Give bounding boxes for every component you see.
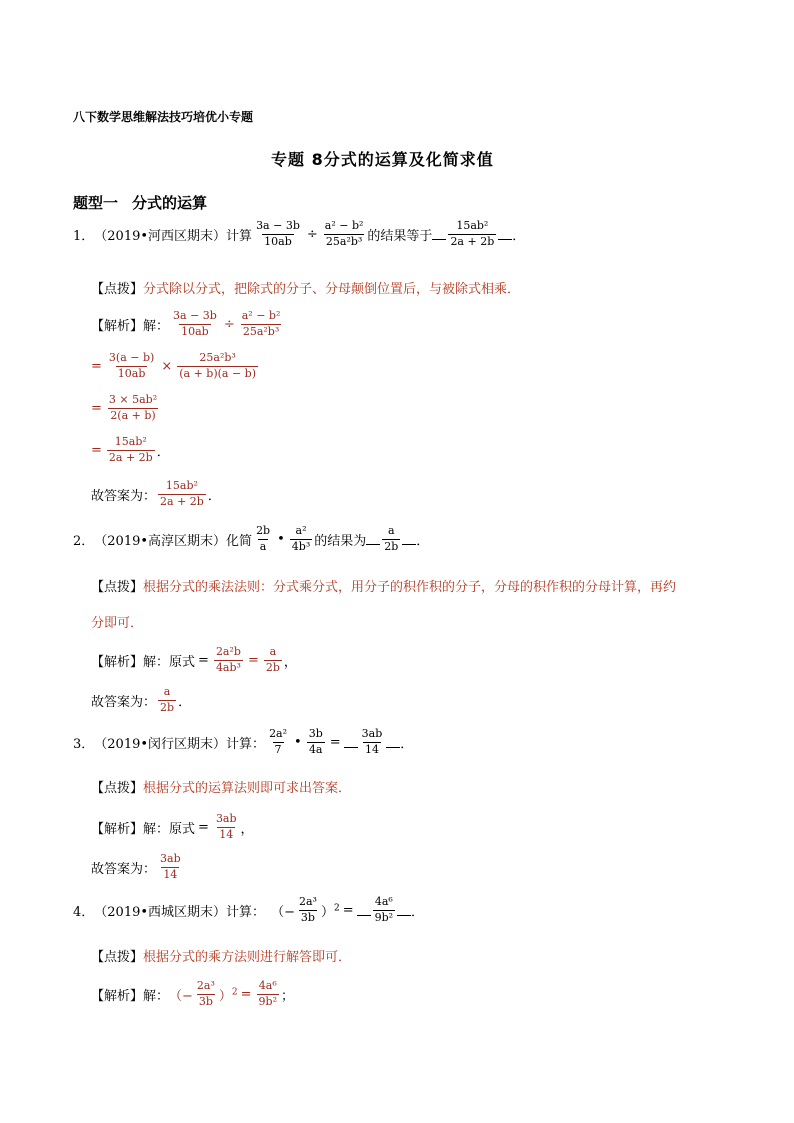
fraction: $\frac{\text{a² − b²}}{\text{25a²b³}}$ bbox=[241, 309, 281, 338]
fraction: $\frac{\text{a² − b²}}{\text{25a²b³}}$ bbox=[324, 219, 364, 248]
analysis-4: 【解析】解： （− $\frac{\text{2a³}}{3b}$ ）$^2$ = $\frac{\text{4a⁶}}{\text{9b²}}$ ； bbox=[91, 979, 295, 1008]
question-source: （2019•闵行区期末） bbox=[94, 736, 227, 752]
fraction: $\frac{3a - 3b}{10ab}$ bbox=[256, 219, 300, 248]
question-source: （2019•西城区期末） bbox=[94, 904, 227, 920]
hint-text: 根据分式的乘法法则：分式乘分式，用分子的积作积的分子，分母的积作积的分母计算，再约 bbox=[143, 580, 677, 595]
result-text: 的结果等于 bbox=[367, 228, 433, 244]
question-verb: 化简 bbox=[226, 533, 253, 549]
section-title: 分式的运算 bbox=[132, 194, 208, 212]
answer-label: 故答案为： bbox=[91, 488, 157, 504]
question-number: 1． bbox=[73, 228, 95, 244]
hint-3 bbox=[91, 777, 351, 796]
hint-1 bbox=[91, 278, 520, 297]
hint-text: 根据分式的运算法则即可求出答案． bbox=[143, 781, 352, 796]
analysis-label: 【解析】解： bbox=[91, 821, 170, 837]
question-2: 2． （2019•高淳区期末） 化简 $\frac{2b}{a}$ • $\frac{\text{a²}}{\text{4b³}}$ 的结果为 $\frac{a}{2b}$ ． bbox=[73, 524, 430, 553]
hint-2-cont: 分即可． bbox=[91, 616, 144, 631]
hint-label: 【点拨】 bbox=[91, 580, 144, 595]
question-1: 1． （2019•河西区期末） 计算 $\frac{3a - 3b}{10ab}$ ÷ $\frac{\text{a² − b²}}{\text{25a²b³}}$ 的结果等于 $\frac{\text{15ab²}}{2a + 2b}$ ． bbox=[73, 219, 526, 248]
step-1-2: = $\frac{3(a - b)}{10ab}$ × $\frac{\text{25a²b³}}{(a + b)(a - b)}$ bbox=[91, 351, 257, 380]
question-number: 3． bbox=[73, 736, 95, 752]
divide-sign: ÷ bbox=[306, 226, 318, 242]
page-title: 专题 8分式的运算及化简求值 bbox=[271, 150, 494, 169]
hint-label: 【点拨】 bbox=[91, 781, 144, 796]
answer-blank: $\frac{3ab}{14}$ bbox=[344, 728, 401, 756]
answer-2: 故答案为： $\frac{a}{2b}$ ． bbox=[91, 685, 192, 714]
question-number: 4． bbox=[73, 904, 95, 920]
hint-2 bbox=[91, 576, 676, 595]
question-number: 2． bbox=[73, 533, 95, 549]
question-verb: 计算： bbox=[226, 904, 266, 920]
answer-label: 故答案为： bbox=[91, 861, 157, 877]
answer-blank: $\frac{\text{15ab²}}{2a + 2b}$ bbox=[432, 220, 512, 248]
analysis-1: 【解析】解： $\frac{3a - 3b}{10ab}$ ÷ $\frac{\text{a² − b²}}{\text{25a²b³}}$ bbox=[91, 309, 281, 338]
analysis-2: 【解析】解： 原式 = $\frac{\text{2a²b}}{\text{4ab³}}$ = $\frac{a}{2b}$ ， bbox=[91, 645, 297, 674]
hint-text: 分式除以分式，把除式的分子、分母颠倒位置后，与被除式相乘． bbox=[143, 282, 521, 297]
question-3: 3． （2019•闵行区期末） 计算： $\frac{\text{2a²}}{7}$ • $\frac{3b}{4a}$ = $\frac{3ab}{14}$ ． bbox=[73, 727, 414, 756]
analysis-label: 【解析】解： bbox=[91, 988, 170, 1004]
question-source: （2019•河西区期末） bbox=[94, 228, 227, 244]
question-verb: 计算： bbox=[226, 736, 266, 752]
question-verb: 计算 bbox=[226, 228, 253, 244]
section-tag: 题型一 bbox=[73, 194, 119, 212]
question-source: （2019•高淳区期末） bbox=[94, 533, 227, 549]
question-4: 4． （2019•西城区期末） 计算： （− $\frac{\text{2a³}}{3b}$ ）$^2$ = $\frac{\text{4a⁶}}{\text{9b²}}$ ． bbox=[73, 895, 425, 924]
analysis-label: 【解析】解： bbox=[91, 654, 170, 670]
series-header: 八下数学思维解法技巧培优小专题 bbox=[73, 110, 254, 124]
section-heading bbox=[73, 192, 207, 213]
answer-label: 故答案为： bbox=[91, 694, 157, 710]
analysis-3: 【解析】解： 原式 = $\frac{3ab}{14}$ ， bbox=[91, 812, 254, 841]
hint-label: 【点拨】 bbox=[91, 950, 144, 965]
step-1-3: = $\frac{\text{3 × 5ab²}}{2(a + b)}$ bbox=[91, 393, 158, 422]
answer-3: 故答案为： $\frac{3ab}{14}$ bbox=[91, 852, 181, 881]
answer-1: 故答案为： $\frac{\text{15ab²}}{2a + 2b}$ ． bbox=[91, 479, 221, 508]
analysis-label: 【解析】解： bbox=[91, 318, 170, 334]
step-1-4: = $\frac{\text{15ab²}}{2a + 2b}$ ． bbox=[91, 435, 170, 464]
hint-text: 根据分式的乘方法则进行解答即可． bbox=[143, 950, 352, 965]
hint-label: 【点拨】 bbox=[91, 282, 144, 297]
fraction: $\frac{3a - 3b}{10ab}$ bbox=[173, 309, 217, 338]
result-text: 的结果为 bbox=[314, 533, 367, 549]
answer-blank: $\frac{\text{4a⁶}}{\text{9b²}}$ bbox=[357, 896, 411, 924]
answer-blank: $\frac{a}{2b}$ bbox=[366, 525, 416, 553]
hint-4 bbox=[91, 946, 351, 965]
